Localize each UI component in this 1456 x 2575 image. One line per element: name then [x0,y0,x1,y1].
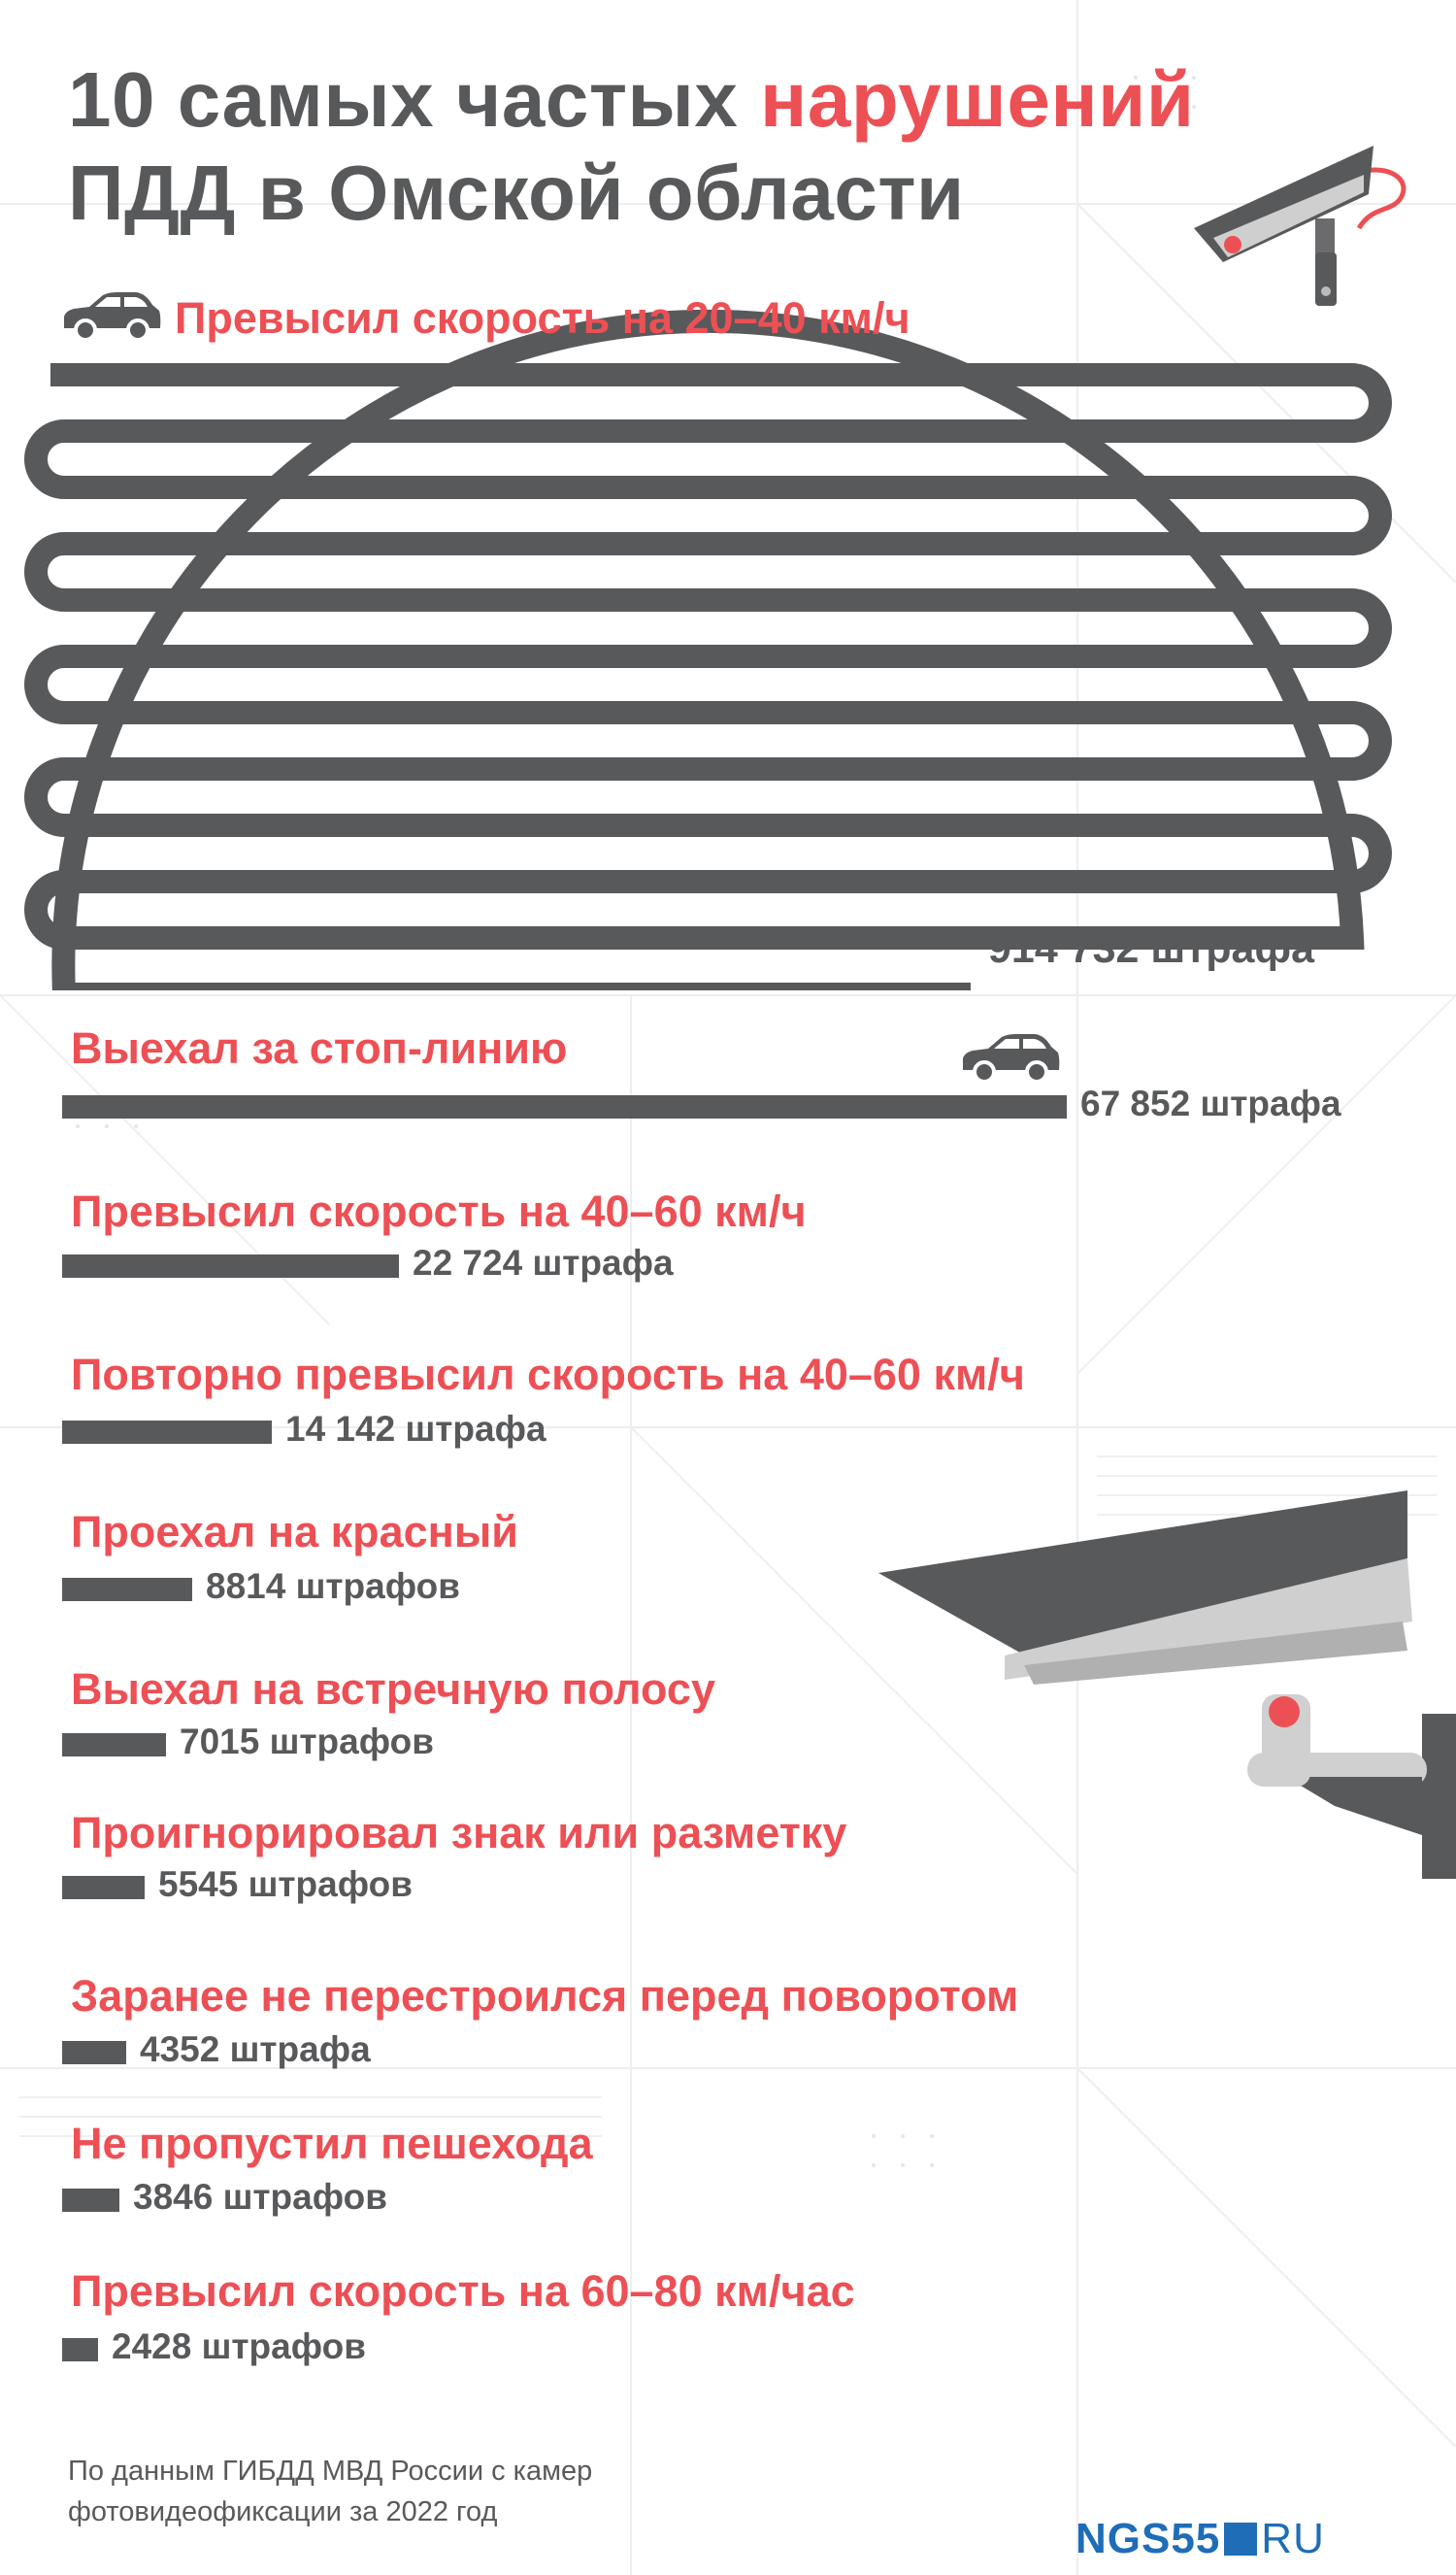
logo-left: NGS55 [1075,2515,1221,2562]
category-label: Выехал за стоп-линию [71,1023,568,1073]
category-label: Превысил скорость на 60–80 км/час [71,2266,855,2316]
value-label: 8814 штрафов [206,1566,460,1606]
category-label: Выехал на встречную полосу [71,1664,715,1714]
value-label: 2428 штрафов [112,2326,366,2366]
category-label: Превысил скорость на 20–40 км/ч [175,293,910,343]
chart-bar [62,1095,1067,1119]
category-label: Повторно превысил скорость на 40–60 км/ч [71,1350,1025,1399]
chart-bar-serpentine [0,0,1456,990]
car-icon [60,291,163,342]
category-label: Проехал на красный [71,1507,518,1556]
chart-bar [62,1421,272,1444]
title-line2: ПДД в Омской области [68,150,965,236]
value-label: 914 732 штрафа [988,925,1315,972]
chart-bar [62,2189,119,2212]
chart-bar [36,321,1380,990]
source-line-1: По данным ГИБДД МВД России с камер [68,2456,593,2487]
value-label: 5545 штрафов [158,1864,413,1904]
category-label: Заранее не перестроился перед поворотом [71,1971,1019,2021]
value-label: 14 142 штрафа [285,1409,546,1449]
category-label: Превысил скорость на 40–60 км/ч [71,1187,807,1236]
category-label: Не пропустил пешехода [71,2119,593,2168]
value-label: 67 852 штрафа [1080,1084,1341,1123]
value-label: 3846 штрафов [133,2177,387,2217]
value-label: 22 724 штрафа [413,1243,674,1283]
source-line-2: фотовидеофиксации за 2022 год [68,2496,498,2527]
source-note [68,2451,592,2532]
chart-bar [62,1578,192,1601]
chart-bar [62,2041,126,2064]
logo-right: RU [1261,2515,1325,2562]
camera-large-icon [878,1486,1456,1884]
value-label: 4352 штрафа [140,2029,371,2069]
title-prefix: 10 самых частых [68,56,761,143]
category-label: Проигнорировал знак или разметку [71,1808,847,1857]
car-icon [959,1033,1062,1084]
logo-square-icon [1224,2523,1257,2556]
chart-bar [62,2338,98,2361]
value-label: 7015 штрафов [180,1722,434,1761]
chart-bar [62,1254,399,1278]
title-accent: нарушений [760,56,1195,143]
ngs55-logo[interactable] [1075,2515,1325,2563]
chart-bar [62,1876,145,1899]
chart-bar [62,1733,166,1756]
